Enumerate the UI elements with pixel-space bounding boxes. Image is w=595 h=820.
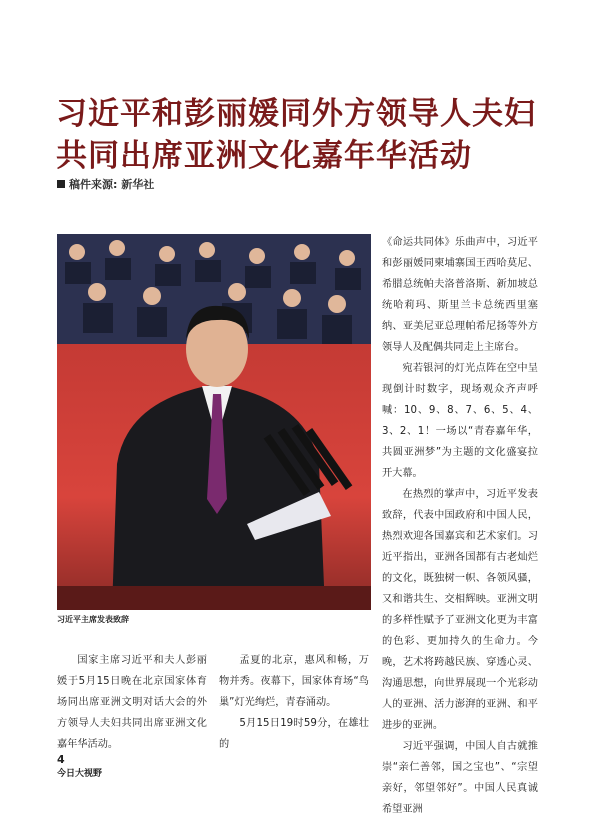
paragraph: 习近平强调，中国人自古就推崇“亲仁善邻，国之宝也”、“宗望亲好，邻望邻好”。中国人民真诚希望亚洲: [382, 741, 538, 815]
article-title-line-2: 共同出席亚洲文化嘉年华活动: [56, 138, 472, 174]
magazine-name: 今日大视野: [57, 769, 103, 779]
paragraph: 5月15日19时59分，在雄壮的: [219, 718, 369, 750]
paragraph: 国家主席习近平和夫人彭丽媛于5月15日晚在北京国家体育场同出席亚洲文明对话大会的外方领导人夫妇共同出席亚洲文化嘉年华活动。: [57, 655, 207, 750]
photo-caption: 习近平主席发表致辞: [57, 615, 129, 624]
body-column-1: [57, 650, 207, 755]
paragraph: 宛若银河的灯光点阵在空中呈现倒计时数字，现场观众齐声呼喊：10、9、8、7、6、5、4、3、2、1！一场以“青春嘉年华，共圆亚洲梦”为主题的文化盛宴拉开大幕。: [382, 363, 538, 479]
body-column-3: [382, 232, 538, 820]
paragraph: 在热烈的掌声中，习近平发表致辞，代表中国政府和中国人民，热烈欢迎各国嘉宾和艺术家们。习近平指出，亚洲各国都有古老灿烂的文化，既独树一帜、各领风骚，又和谐共生、交相辉映。亚洲文明的多样性赋予了亚洲文化更为丰富的色彩、更加持久的生命力。今晚，艺术将跨越民族、穿透心灵、沟通思想，向世界展现一个光彩动人的亚洲、活力澎湃的亚洲、和平进步的亚洲。: [382, 489, 538, 731]
article-photo: [57, 234, 371, 610]
body-column-2: [219, 650, 369, 755]
paragraph: 孟夏的北京，惠风和畅，万物并秀。夜幕下，国家体育场“鸟巢”灯光绚烂，青春涌动。: [219, 655, 369, 708]
article-title-line-1: 习近平和彭丽媛同外方领导人夫妇: [56, 96, 536, 132]
article-source: [57, 176, 154, 192]
page-number: 4: [57, 753, 65, 766]
speaker-illustration: [57, 234, 371, 610]
source-text: 稿件来源: 新华社: [69, 178, 155, 191]
square-bullet-icon: [57, 180, 65, 188]
paragraph: 《命运共同体》乐曲声中，习近平和彭丽媛同柬埔寨国王西哈莫尼、希腊总统帕夫洛普洛斯、新加坡总统哈莉玛、斯里兰卡总统西里塞纳、亚美尼亚总理帕希尼扬等外方领导人及配偶共同走上主席台。: [382, 237, 538, 353]
